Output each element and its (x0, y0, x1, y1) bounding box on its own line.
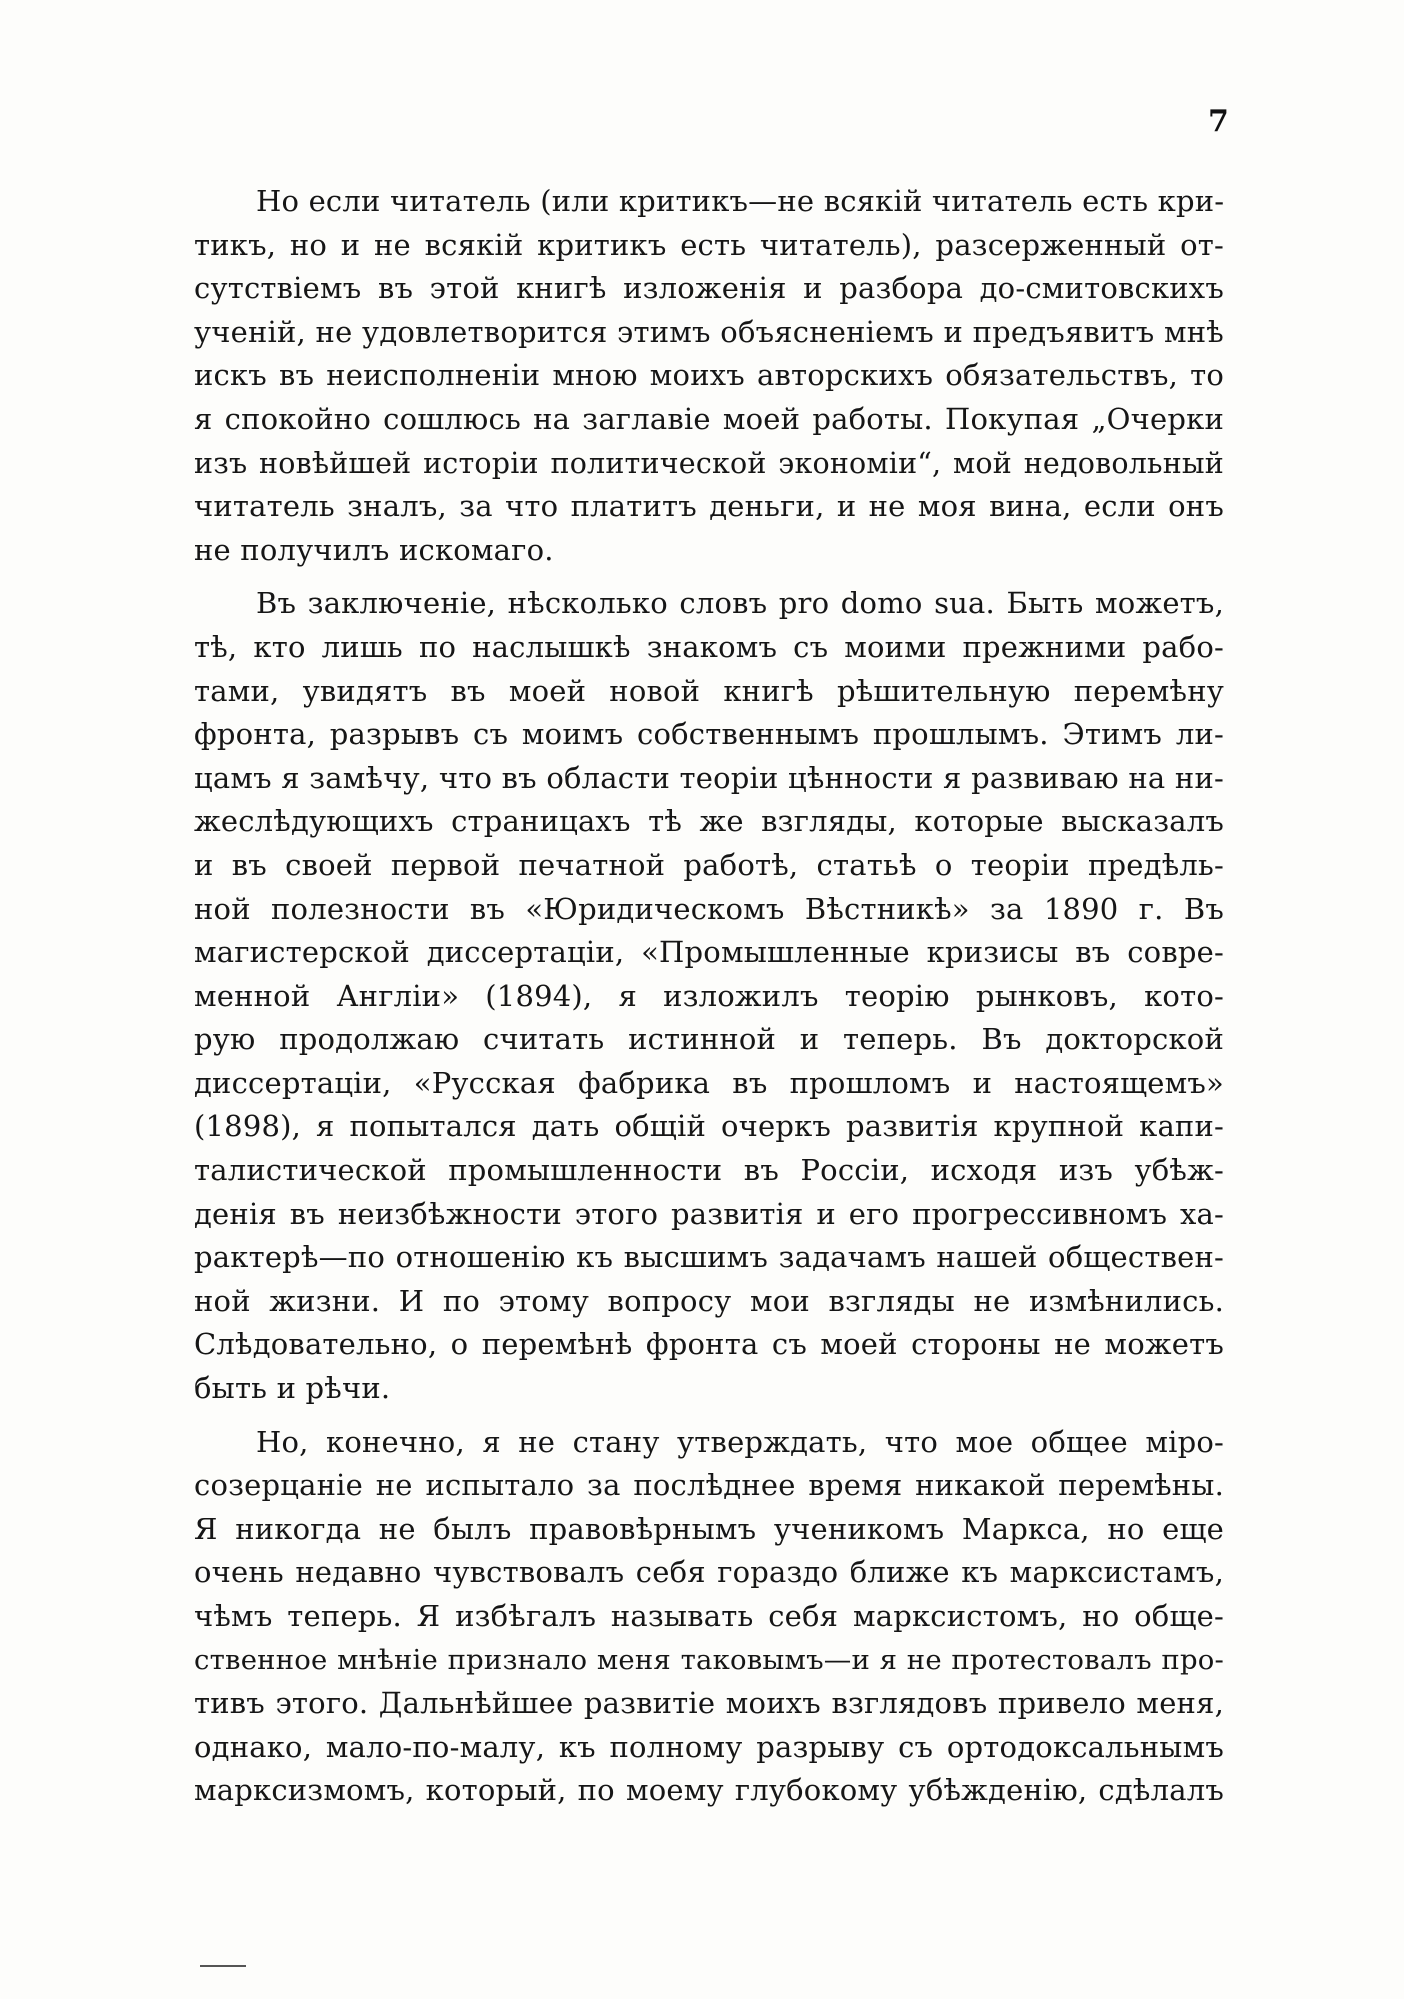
text-line: диссертаціи, «Русская фабрика въ прошломъ и настоящемъ» (194, 1065, 1224, 1100)
page-number: 7 (1208, 104, 1229, 139)
text-line: тами, увидятъ въ моей новой книгѣ рѣшительную перемѣну (194, 673, 1224, 708)
text-line: (1898), я попытался дать общій очеркъ развитія крупной капи- (194, 1109, 1224, 1144)
text-line: я спокойно сошлюсь на заглавіе моей работы. Покупая „Очерки (194, 401, 1224, 436)
text-line: тикъ, но и не всякій критикъ есть читатель), разсерженный от- (194, 227, 1224, 262)
text-line: рактерѣ—по отношенію къ высшимъ задачамъ нашей обществен- (194, 1240, 1224, 1275)
text-line: очень недавно чувствовалъ себя гораздо ближе къ марксистамъ, (194, 1555, 1224, 1590)
text-line: марксизмомъ, который, по моему глубокому убѣжденію, сдѣлалъ (194, 1773, 1224, 1808)
text-line: изъ новѣйшей исторіи политической экономіи“, мой недовольный (194, 446, 1224, 480)
text-line: цамъ я замѣчу, что въ области теоріи цѣнности я развиваю на ни- (194, 760, 1224, 795)
text-line: Я никогда не былъ правовѣрнымъ ученикомъ Маркса, но еще (194, 1511, 1224, 1546)
text-line: искъ въ неисполненіи мною моихъ авторскихъ обязательствъ, то (194, 358, 1224, 393)
text-line: тивъ этого. Дальнѣйшее развитіе моихъ взглядовъ привело меня, (194, 1686, 1224, 1721)
scan-artifact-mark (200, 1965, 246, 1967)
text-line: не получилъ искомаго. (194, 532, 554, 567)
body-text (194, 180, 1224, 1813)
text-line: быть и рѣчи. (194, 1371, 391, 1406)
text-line: Въ заключеніе, нѣсколько словъ pro domo sua. Быть можетъ, (256, 586, 1224, 621)
text-line: жеслѣдующихъ страницахъ тѣ же взгляды, которые высказалъ (194, 804, 1224, 839)
text-line: ной жизни. И по этому вопросу мои взгляды не измѣнились. (194, 1283, 1224, 1318)
text-line: Но если читатель (или критикъ—не всякій читатель есть кри- (256, 184, 1225, 218)
text-line: фронта, разрывъ съ моимъ собственнымъ прошлымъ. Этимъ ли- (194, 717, 1224, 752)
text-line: Но, конечно, я не стану утверждать, что мое общее міро- (256, 1424, 1224, 1459)
text-line: ственное мнѣніе признало меня таковымъ—и я не протестовалъ про- (194, 1643, 1224, 1676)
paragraph (194, 1421, 1224, 1813)
paragraph-gap (194, 572, 1224, 582)
text-line: талистической промышленности въ Россіи, исходя изъ убѣж- (194, 1153, 1224, 1188)
text-line: ной полезности въ «Юридическомъ Вѣстникѣ» за 1890 г. Въ (194, 891, 1224, 926)
paragraph (194, 180, 1224, 572)
text-line: созерцаніе не испытало за послѣднее время никакой перемѣны. (194, 1468, 1224, 1503)
text-line: однако, мало-по-малу, къ полному разрыву съ ортодоксальнымъ (194, 1729, 1224, 1764)
text-line: читатель зналъ, за что платитъ деньги, и не моя вина, если онъ (194, 489, 1224, 524)
text-line: тѣ, кто лишь по наслышкѣ знакомъ съ моими прежними рабо- (194, 629, 1224, 664)
text-line: сутствіемъ въ этой книгѣ изложенія и разбора до-смитовскихъ (194, 271, 1224, 306)
text-line: менной Англіи» (1894), я изложилъ теорію рынковъ, кото- (194, 978, 1224, 1013)
text-line: Слѣдовательно, о перемѣнѣ фронта съ моей стороны не можетъ (194, 1327, 1224, 1362)
text-line: магистерской диссертаціи, «Промышленные кризисы въ совре- (194, 935, 1224, 970)
text-line: и въ своей первой печатной работѣ, статьѣ о теоріи предѣль- (194, 847, 1224, 882)
paragraph-gap (194, 1411, 1224, 1421)
paragraph (194, 582, 1224, 1410)
text-line: рую продолжаю считать истинной и теперь. Въ докторской (194, 1022, 1224, 1057)
text-line: ученій, не удовлетворится этимъ объясненіемъ и предъявитъ мнѣ (194, 314, 1224, 349)
text-line: денія въ неизбѣжности этого развитія и его прогрессивномъ ха- (194, 1196, 1224, 1231)
text-line: чѣмъ теперь. Я избѣгалъ называть себя марксистомъ, но обще- (194, 1599, 1224, 1633)
